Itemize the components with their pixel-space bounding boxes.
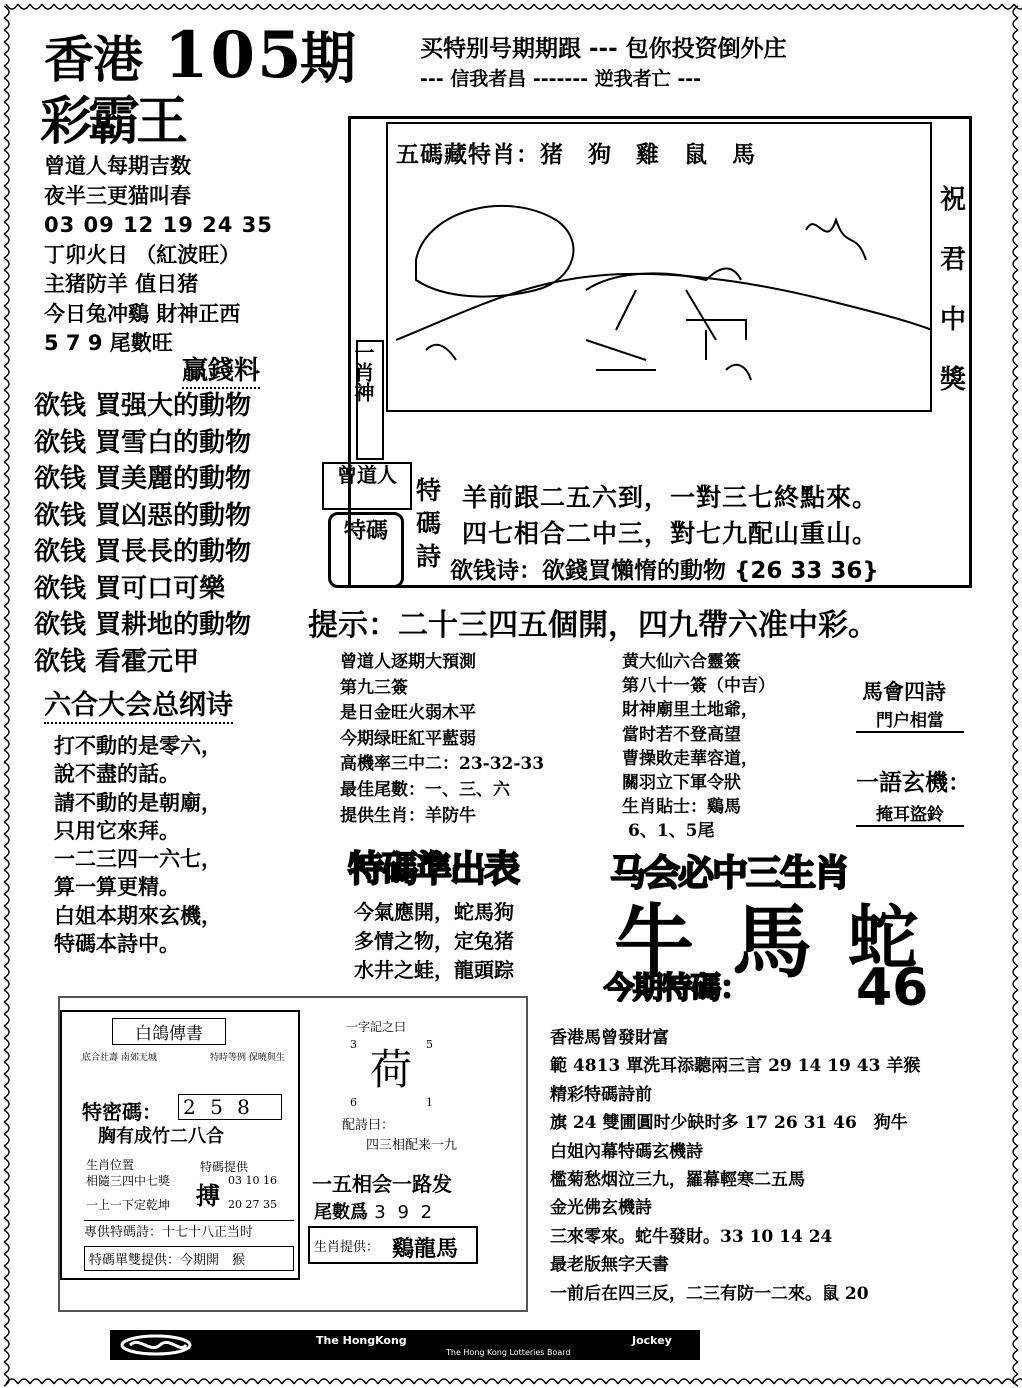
- zodiac-provide: 鷄龍馬: [392, 1237, 459, 1262]
- footer-org: The HongKong: [316, 1334, 407, 1347]
- br-line: 三來零來。蛇牛發財。33 10 14 24: [550, 1226, 833, 1247]
- vertical-char: 獎: [939, 365, 966, 395]
- special-line: 今氣應開，蛇馬狗: [354, 900, 514, 924]
- one-char: 荷: [370, 1045, 413, 1094]
- zodiac-horse: 馬: [732, 896, 812, 989]
- zodiac-provide-label: 生肖提供：: [314, 1240, 380, 1255]
- br-line: 金光佛玄機詩: [550, 1198, 652, 1219]
- list-item: 欲钱 買雪白的動物: [34, 427, 252, 458]
- forecast-line: 是日金旺火弱木平: [340, 703, 476, 724]
- left-line: 丁卯火日 （紅波旺）: [44, 242, 241, 267]
- special-line: 多情之物，定兔猪: [354, 929, 514, 953]
- mahui-three-zodiacs-title: 马会必中三生肖: [610, 853, 849, 894]
- poem: [54, 732, 222, 958]
- kangaroo-illustration: [386, 170, 932, 410]
- poem-line: 打不動的是零六，: [54, 733, 222, 758]
- list-item: 欲钱 買强大的動物: [34, 391, 252, 421]
- poem-line: 算一算更精。: [54, 874, 180, 900]
- special-poem-label: [416, 474, 452, 573]
- hidden-zodiac-title: 五碼藏特肖：猪 狗 雞 鼠 馬: [396, 142, 756, 168]
- special-provide-char: 搏: [196, 1182, 220, 1210]
- zeng-forecast: [340, 650, 544, 829]
- special-line: 水井之蛙，龍頭踪: [354, 958, 514, 982]
- list-item: 欲钱 買凶惡的動物: [34, 500, 252, 531]
- peishi: 四三相配来一九: [366, 1138, 458, 1153]
- forecast-line: 曾道人逐期大預測: [340, 652, 476, 672]
- tail-number-box: [314, 1198, 435, 1224]
- left-info: [44, 152, 273, 359]
- list-item: 欲钱 買可口可樂: [34, 573, 226, 604]
- forecast-line: 今期绿旺紅平藍弱: [340, 728, 476, 749]
- odd-even-value: 今期開 猴: [180, 1253, 246, 1268]
- zodiac-position-line2: 一上一下定乾坤: [86, 1198, 171, 1212]
- bottom-right-list: [550, 1024, 920, 1308]
- mahui-four-poems-title: 馬會四詩: [862, 680, 946, 704]
- brand-prefix: 香港: [44, 31, 142, 89]
- today-special-label: 今期特碼：: [604, 971, 749, 1006]
- vertical-char: 君: [939, 245, 966, 275]
- odd-even-box: [84, 1246, 294, 1271]
- title-logo: 彩霸王: [40, 92, 185, 152]
- poem-title: 六合大会总纲诗: [44, 690, 233, 724]
- oracle-line: 財神廟里土地爺，: [622, 700, 758, 721]
- hint-label: 提示：: [308, 608, 398, 643]
- secret-code: 2 5 8: [178, 1094, 282, 1120]
- forecast-line: 第九三簽: [340, 677, 408, 698]
- oracle-line: 曹操敗走華容道，: [622, 748, 758, 769]
- slogan-top: 买特别号期期跟 --- 包你投资倒外庄: [420, 36, 787, 62]
- oracle-line: 當时若不登高望: [622, 724, 741, 745]
- slogan-sub: --- 信我者昌 ------- 逆我者亡 ---: [420, 68, 701, 90]
- small-note-b: 特時等例 保曉與生: [210, 1053, 285, 1063]
- footer-sub: The Hong Kong Lotteries Board: [446, 1348, 571, 1357]
- oracle-line: 黄大仙六合靈簽: [622, 652, 741, 672]
- left-line: 今日兔冲鷄 財神正西: [44, 301, 241, 326]
- left-line: 5 7 9 尾數旺: [44, 331, 173, 355]
- num-6: 6: [350, 1096, 357, 1109]
- one-five-line: 一五相会一路发: [312, 1172, 452, 1196]
- br-line: 最老版無字天書: [550, 1255, 669, 1276]
- secret-phrase: 胸有成竹二八合: [98, 1126, 224, 1147]
- oracle-line: 關羽立下軍令狀: [622, 773, 741, 794]
- odd-even-label: 特碼單雙提供：: [89, 1253, 181, 1268]
- oracle-line: 第八十一簽（中吉）: [622, 676, 775, 697]
- num-1: 1: [426, 1096, 433, 1109]
- special-table-lines: [354, 898, 514, 985]
- br-line: 一前后在四三反，二三有防一二來。鼠 20: [550, 1283, 869, 1304]
- issue-suffix: 期: [300, 27, 356, 92]
- list-item: 欲钱 看霍元甲: [34, 646, 200, 677]
- stamp-special: 特碼: [328, 512, 404, 588]
- special-provide-nums2: 20 27 35: [228, 1198, 277, 1211]
- one-char-head: 一字記之曰: [346, 1020, 407, 1034]
- stamp-zengdaoren: 曾道人: [322, 462, 412, 510]
- mahui-four-poems-text: 門户相當: [856, 706, 964, 733]
- num-5: 5: [426, 1038, 433, 1051]
- forecast-line: 最佳尾數：一、三、六: [340, 779, 510, 800]
- vertical-char: 祝: [939, 185, 966, 215]
- br-line: 旗 24 雙圃圓时少缺时多 17 26 31 46 狗牛: [550, 1113, 908, 1134]
- label-char: 碼: [416, 509, 442, 538]
- list-item: 欲钱 買長長的動物: [34, 537, 252, 567]
- special-row-2: 四七相合二中三，對七九配山重山。: [462, 519, 879, 548]
- win-title: 贏錢料: [182, 350, 260, 389]
- forecast-line: 高機率三中二：23-32-33: [340, 754, 545, 775]
- poem-line: 白姐本期來玄機，: [54, 902, 222, 928]
- left-line: 曾道人每期吉数: [44, 154, 191, 178]
- one-word-mystery-title: 一語玄機：: [856, 770, 971, 796]
- poem-line: 請不動的是朝廟，: [54, 789, 222, 815]
- zodiac-snake: 蛇: [848, 897, 918, 979]
- today-special-number: 46: [856, 958, 929, 1018]
- br-line: 香港馬曾發財富: [550, 1028, 669, 1048]
- secret-code-label: 特密碼：: [82, 1100, 162, 1124]
- wish-money-poem: 欲钱诗：欲錢買懶惰的動物 {26 33 36}: [450, 558, 879, 584]
- special-row-1: 羊前跟二五六到，一對三七終點來。: [462, 483, 879, 512]
- tail-label: 尾數爲: [314, 1202, 368, 1223]
- zodiac-position-line1: 相隨三四中七獎: [86, 1174, 171, 1188]
- pigeon-title: 白鴿傳書: [112, 1018, 226, 1045]
- left-line: 主猪防羊 值日猪: [44, 272, 199, 296]
- special-poem-line: 專供特碼詩：十七十八正当时: [84, 1220, 294, 1240]
- one-word-mystery-text: 掩耳盜鈴: [856, 800, 964, 827]
- oracle-line: 6、1、5尾: [628, 821, 715, 842]
- one-zodiac-god: 一肖神: [351, 342, 375, 402]
- special-provide-title: 特碼提供: [200, 1160, 249, 1174]
- br-line: 精彩特碼詩前: [550, 1084, 652, 1105]
- issue-number: 105: [164, 18, 304, 93]
- left-line: 夜半三更猫叫春: [44, 183, 191, 208]
- hint: [308, 600, 878, 644]
- poem-line: 說不盡的話。: [54, 761, 180, 787]
- poem-line: 特碼本詩中。: [54, 931, 180, 957]
- label-char: 詩: [416, 542, 442, 571]
- special-table-title: 特碼準出表: [348, 849, 519, 890]
- tail-value: 3 9 2: [374, 1202, 436, 1223]
- want-money-list: [34, 388, 251, 680]
- vertical-char: 中: [939, 305, 966, 335]
- br-line: 檻菊愁烟泣三九，羅幕輕寒二五馬: [550, 1170, 805, 1191]
- wish-win-vertical: [937, 170, 969, 410]
- forecast-line: 提供生肖：羊防牛: [340, 805, 476, 826]
- left-line: 03 09 12 19 24 35: [44, 213, 273, 237]
- list-item: 欲钱 買耕地的動物: [34, 610, 252, 640]
- footer-org2: Jockey: [632, 1334, 672, 1347]
- label-char: 特: [416, 476, 442, 505]
- special-provide-nums1: 03 10 16: [228, 1174, 277, 1187]
- poem-line: 一二三四一六七，: [54, 846, 222, 872]
- poem-line: 只用它來拜。: [54, 817, 180, 843]
- peishi-label: 配詩曰：: [342, 1118, 395, 1133]
- list-item: 欲钱 買美麗的動物: [34, 464, 252, 494]
- hint-text: 二十三四五個開，四九帶六准中彩。: [398, 608, 878, 643]
- small-note-a: 底合社壽 南郊无城: [82, 1053, 157, 1063]
- br-line: 範 4813 單洗耳添聽兩三言 29 14 19 43 羊猴: [550, 1056, 921, 1077]
- br-line: 白姐內幕特碼玄機詩: [550, 1141, 703, 1162]
- wong-tai-sin-oracle: [622, 650, 775, 844]
- zodiac-ox: 牛: [614, 896, 694, 989]
- jockey-logo-icon: [116, 1332, 196, 1358]
- zodiac-position-title: 生肖位置: [86, 1158, 135, 1172]
- num-3: 3: [350, 1038, 357, 1051]
- oracle-line: 生肖貼士：鷄馬: [622, 797, 741, 818]
